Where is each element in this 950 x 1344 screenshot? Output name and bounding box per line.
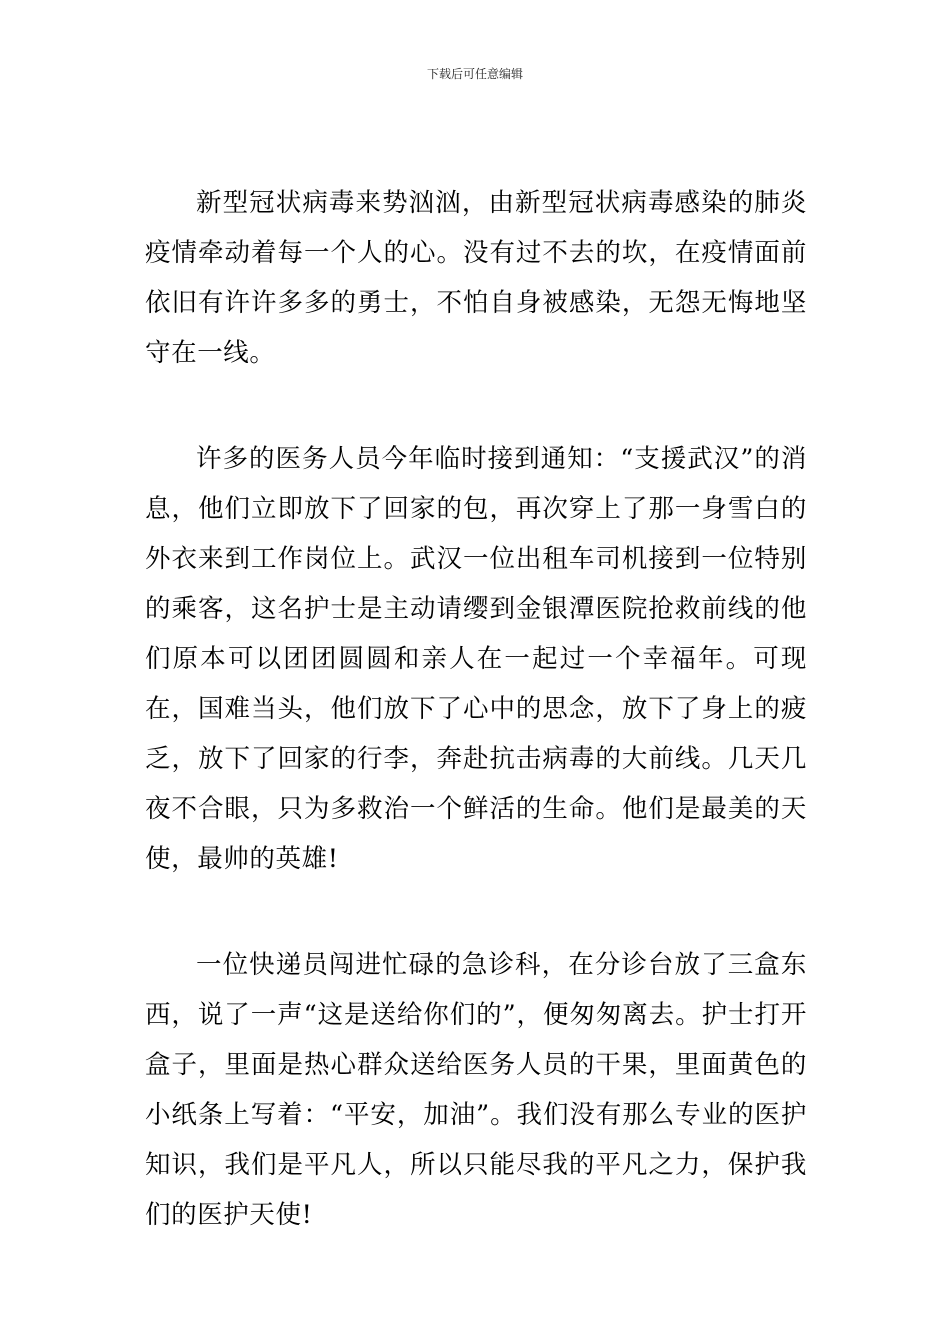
paragraph-2: 许多的医务人员今年临时接到通知：“支援武汉”的消息，他们立即放下了回家的包，再次穿上了那一身雪白的外衣来到工作岗位上。武汉一位出租车司机接到一位特别的乘客，这名护士是主动请缨到金银潭医院抢救前线的他们原本可以团团圆圆和亲人在一起过一个幸福年。可现在，国难当头，他们放下了心中的思念，放下了身上的疲乏，放下了回家的行李，奔赴抗击病毒的大前线。几天几夜不合眼，只为多救治一个鲜活的生命。他们是最美的天使，最帅的英雄!	[145, 444, 807, 874]
page-header-note: 下载后可任意编辑	[426, 67, 523, 81]
paragraph-3: 一位快递员闯进忙碌的急诊科，在分诊台放了三盒东西，说了一声“这是送给你们的”，便匆匆离去。护士打开盒子，里面是热心群众送给医务人员的干果，里面黄色的小纸条上写着：“平安，加油”。我们没有那么专业的医护知识，我们是平凡人，所以只能尽我的平凡之力，保护我们的医护天使!	[145, 950, 807, 1230]
paragraph-1: 新型冠状病毒来势汹汹，由新型冠状病毒感染的肺炎疫情牵动着每一个人的心。没有过不去的坎，在疫情面前依旧有许许多多的勇士，不怕自身被感染，无怨无悔地坚守在一线。	[145, 188, 807, 368]
document-body	[145, 178, 807, 1296]
